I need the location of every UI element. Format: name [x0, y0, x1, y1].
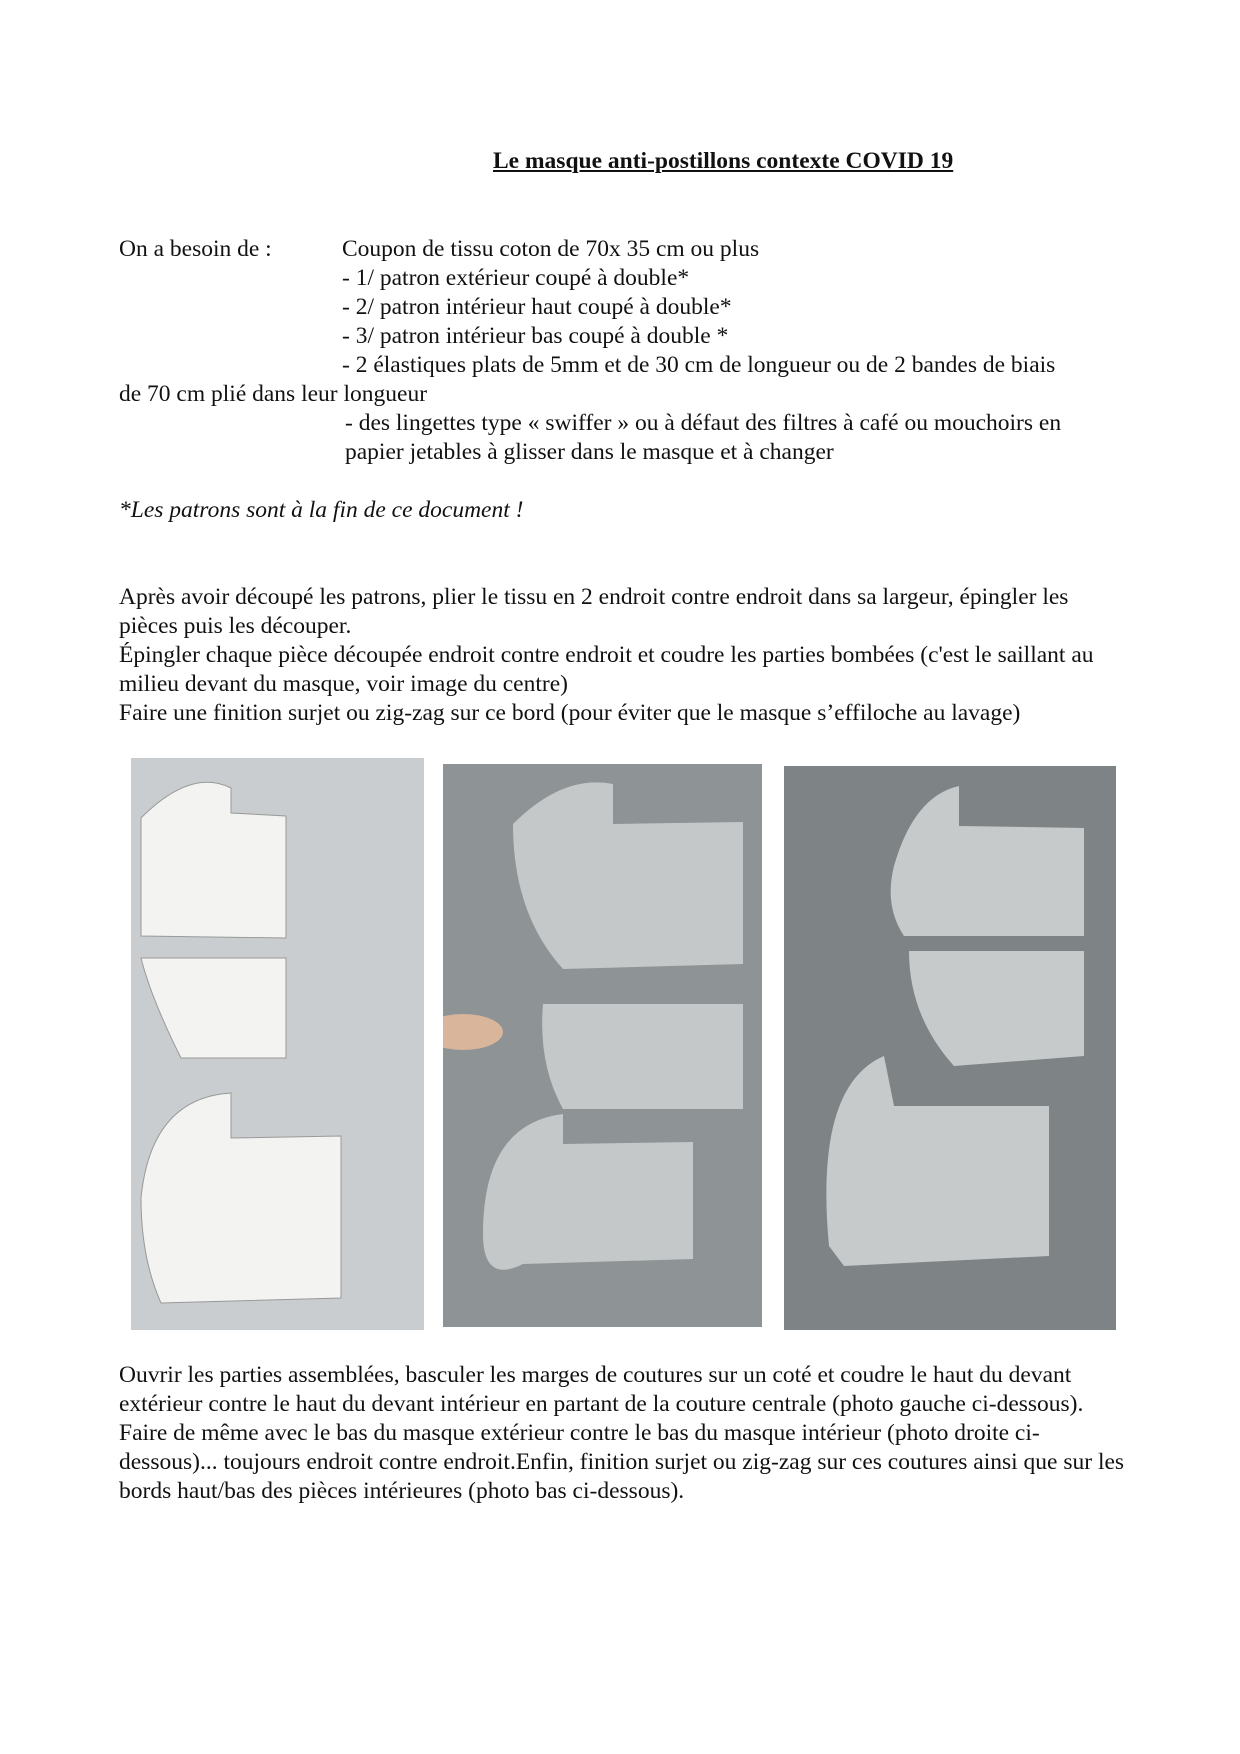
instructions-block-1: [119, 583, 1129, 728]
patterns-note: *Les patrons sont à la fin de ce document !: [119, 497, 524, 523]
instruction-paragraph: Faire une finition surjet ou zig-zag sur ce bord (pour éviter que le masque s’effiloche au lavage): [119, 700, 1021, 726]
needs-item: - 1/ patron extérieur coupé à double*: [342, 265, 690, 291]
instruction-paragraph: Après avoir découpé les patrons, plier le tissu en 2 endroit contre endroit dans sa largeur, épingler les pièces puis les découper.: [119, 584, 1069, 639]
photo-paper-patterns: [131, 758, 424, 1330]
photo-pinned-fabric: [443, 764, 762, 1327]
needs-item: Coupon de tissu coton de 70x 35 cm ou plus: [342, 236, 760, 262]
instructions-block-2: Ouvrir les parties assemblées, basculer les marges de coutures sur un coté et coudre le haut du devant extérieur contre le haut du devant intérieur en partant de la couture centrale (photo gauche ci-dessous). Faire de même avec le bas du masque extérieur contre le bas du masque intérieur (photo droite ci-dessous)... toujours endroit contre endroit.Enfin, finition surjet ou zig-zag sur ces coutures ainsi que sur les bords haut/bas des pièces intérieures (photo bas ci-dessous).: [119, 1362, 1125, 1504]
needs-item: de 70 cm plié dans leur longueur: [119, 381, 428, 407]
needs-item: - 3/ patron intérieur bas coupé à double *: [342, 323, 729, 349]
needs-item: papier jetables à glisser dans le masque et à changer: [345, 439, 834, 465]
instruction-paragraph: Épingler chaque pièce découpée endroit contre endroit et coudre les parties bombées (c'est le saillant au milieu devant du masque, voir image du centre): [119, 642, 1094, 697]
needs-item: - 2 élastiques plats de 5mm et de 30 cm de longueur ou de 2 bandes de biais: [342, 352, 1056, 378]
document-title: Le masque anti-postillons contexte COVID 19: [493, 148, 954, 174]
photo-sewn-pieces: [784, 766, 1116, 1330]
needs-item: - 2/ patron intérieur haut coupé à double*: [342, 294, 732, 320]
needs-item: - des lingettes type « swiffer » ou à défaut des filtres à café ou mouchoirs en: [345, 410, 1062, 436]
needs-label: On a besoin de :: [119, 236, 272, 262]
